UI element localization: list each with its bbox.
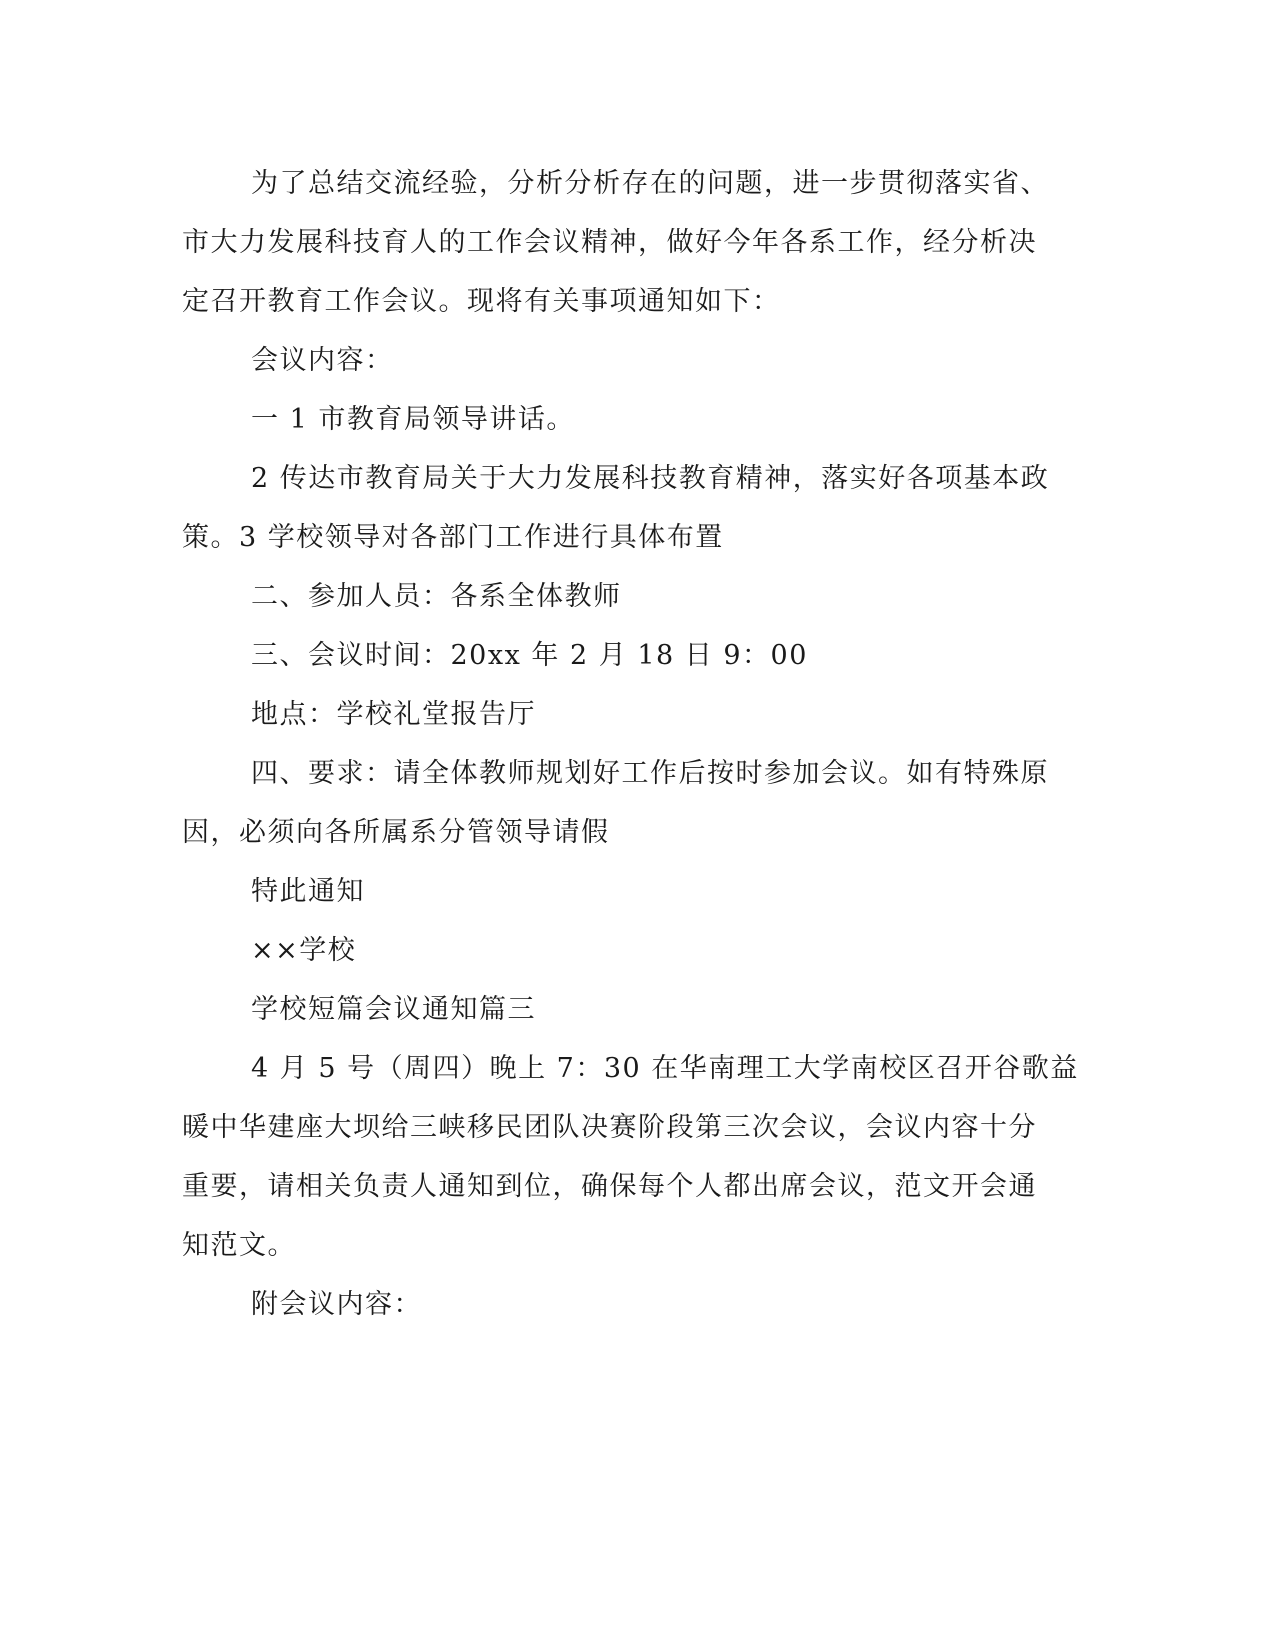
paragraph-intro-line: 市大力发展科技育人的工作会议精神，做好今年各系工作，经分析决 [182, 227, 1037, 258]
agenda-item-1: 一 1 市教育局领导讲话。 [251, 404, 575, 435]
paragraph-notice-line: 重要，请相关负责人通知到位，确保每个人都出席会议，范文开会通 [182, 1171, 1037, 1202]
meeting-location-line: 地点：学校礼堂报告厅 [251, 699, 536, 730]
paragraph-notice-line: 知范文。 [182, 1230, 296, 1261]
paragraph-notice-line: 暖中华建座大坝给三峡移民团队决赛阶段第三次会议，会议内容十分 [182, 1112, 1037, 1143]
participants-line: 二、参加人员：各系全体教师 [251, 581, 622, 612]
document-body [182, 154, 1079, 1334]
section-heading-meeting-content: 会议内容： [251, 345, 394, 376]
paragraph-intro-line: 为了总结交流经验，分析分析存在的问题，进一步贯彻落实省、 [251, 168, 1049, 199]
meeting-time-line: 三、会议时间：20xx 年 2 月 18 日 9：00 [251, 640, 808, 671]
notice-closing: 特此通知 [251, 876, 365, 907]
paragraph-intro-line: 定召开教育工作会议。现将有关事项通知如下： [182, 286, 781, 317]
requirements-line: 四、要求：请全体教师规划好工作后按时参加会议。如有特殊原 [251, 758, 1049, 789]
attachment-heading: 附会议内容： [251, 1289, 422, 1320]
agenda-item-2-line: 2 传达市教育局关于大力发展科技教育精神，落实好各项基本政 [251, 463, 1050, 494]
section-title: 学校短篇会议通知篇三 [251, 994, 536, 1025]
agenda-item-2-line: 策。3 学校领导对各部门工作进行具体布置 [182, 522, 724, 553]
requirements-line: 因，必须向各所属系分管领导请假 [182, 817, 610, 848]
paragraph-notice-line: 4 月 5 号（周四）晚上 7：30 在华南理工大学南校区召开谷歌益 [251, 1053, 1079, 1084]
signature-school: ××学校 [251, 935, 357, 966]
